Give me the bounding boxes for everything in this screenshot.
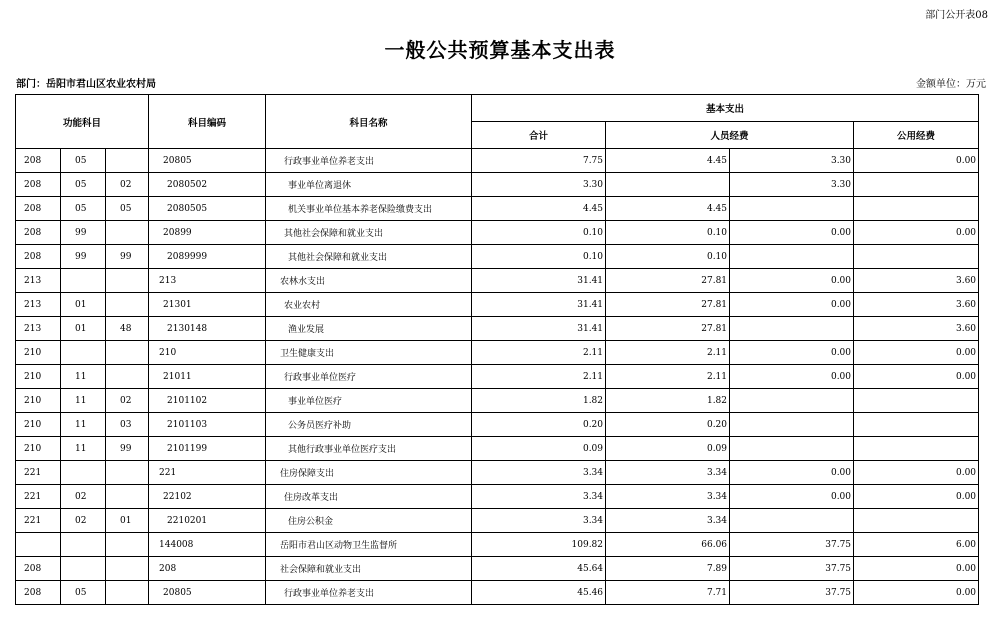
table-row [16,485,979,509]
cell-personnel: 4.45 [606,149,730,173]
cell-k1: 221 [16,509,61,533]
table-row [16,365,979,389]
cell-name: 卫生健康支出 [266,341,472,365]
cell-p2: 0.00 [730,365,854,389]
cell-code: 2101199 [149,437,266,461]
cell-p2: 37.75 [730,581,854,605]
cell-public: 0.00 [854,221,979,245]
cell-public [854,413,979,437]
cell-total: 1.82 [472,389,606,413]
cell-p2: 3.30 [730,173,854,197]
cell-name: 事业单位离退休 [266,173,472,197]
cell-k2: 11 [61,413,106,437]
cell-name: 机关事业单位基本养老保险缴费支出 [266,197,472,221]
cell-k3 [106,365,149,389]
cell-k1: 208 [16,221,61,245]
cell-code: 2080505 [149,197,266,221]
cell-public: 3.60 [854,269,979,293]
cell-k3 [106,485,149,509]
cell-p2 [730,509,854,533]
table-row [16,221,979,245]
cell-public: 0.00 [854,365,979,389]
cell-public [854,437,979,461]
cell-p2: 3.30 [730,149,854,173]
cell-total: 3.34 [472,509,606,533]
cell-name: 其他行政事业单位医疗支出 [266,437,472,461]
cell-k3: 99 [106,245,149,269]
cell-personnel: 0.20 [606,413,730,437]
cell-p2 [730,197,854,221]
cell-name: 其他社会保障和就业支出 [266,245,472,269]
cell-personnel: 4.45 [606,197,730,221]
cell-public [854,173,979,197]
table-row [16,317,979,341]
cell-code: 2101103 [149,413,266,437]
cell-k2: 01 [61,317,106,341]
table-row [16,149,979,173]
cell-total: 31.41 [472,317,606,341]
cell-k3 [106,293,149,317]
cell-k3: 02 [106,173,149,197]
cell-k3: 03 [106,413,149,437]
cell-personnel: 2.11 [606,365,730,389]
cell-name: 岳阳市君山区动物卫生监督所 [266,533,472,557]
cell-k2: 11 [61,437,106,461]
cell-public: 3.60 [854,293,979,317]
cell-total: 0.10 [472,245,606,269]
table-row [16,533,979,557]
cell-personnel: 27.81 [606,317,730,341]
cell-k3 [106,533,149,557]
cell-k3 [106,149,149,173]
cell-code: 20805 [149,149,266,173]
header-name: 科目名称 [266,95,472,149]
cell-p2 [730,317,854,341]
cell-k1: 213 [16,317,61,341]
table-row [16,197,979,221]
header-personnel: 人员经费 [606,122,854,149]
table-row [16,245,979,269]
table-row [16,389,979,413]
cell-name: 行政事业单位养老支出 [266,581,472,605]
cell-p2: 0.00 [730,461,854,485]
page-title: 一般公共预算基本支出表 [384,38,616,62]
cell-total: 3.34 [472,461,606,485]
cell-public: 0.00 [854,341,979,365]
cell-k3 [106,581,149,605]
cell-total: 7.75 [472,149,606,173]
cell-k1: 221 [16,485,61,509]
cell-total: 31.41 [472,293,606,317]
header-code: 科目编码 [149,95,266,149]
table-row [16,293,979,317]
cell-k2 [61,341,106,365]
cell-name: 住房公积金 [266,509,472,533]
cell-personnel: 3.34 [606,461,730,485]
cell-k1 [16,533,61,557]
cell-k2: 05 [61,173,106,197]
cell-p2 [730,389,854,413]
unit-label: 金额单位：万元 [916,79,986,90]
cell-k2 [61,461,106,485]
cell-k1: 208 [16,149,61,173]
cell-p2: 0.00 [730,293,854,317]
cell-k2 [61,557,106,581]
cell-name: 公务员医疗补助 [266,413,472,437]
cell-k3 [106,341,149,365]
table-row [16,173,979,197]
header-total: 合计 [472,122,606,149]
cell-k2: 11 [61,389,106,413]
cell-p2 [730,437,854,461]
cell-total: 45.46 [472,581,606,605]
header-func: 功能科目 [16,95,149,149]
table-row [16,437,979,461]
cell-public: 6.00 [854,533,979,557]
table-row [16,509,979,533]
cell-p2: 0.00 [730,485,854,509]
cell-code: 22102 [149,485,266,509]
table-row [16,557,979,581]
cell-total: 0.20 [472,413,606,437]
cell-k1: 208 [16,245,61,269]
cell-code: 21011 [149,365,266,389]
cell-k1: 221 [16,461,61,485]
cell-k3: 02 [106,389,149,413]
cell-k2 [61,269,106,293]
cell-personnel: 0.10 [606,245,730,269]
cell-code: 2089999 [149,245,266,269]
cell-name: 农业农村 [266,293,472,317]
cell-p2: 0.00 [730,341,854,365]
cell-personnel: 27.81 [606,293,730,317]
cell-code: 20899 [149,221,266,245]
cell-p2: 37.75 [730,557,854,581]
cell-code: 210 [149,341,266,365]
cell-k2: 05 [61,149,106,173]
cell-public [854,197,979,221]
cell-total: 45.64 [472,557,606,581]
cell-name: 其他社会保障和就业支出 [266,221,472,245]
cell-personnel: 7.71 [606,581,730,605]
cell-public [854,509,979,533]
cell-k1: 210 [16,365,61,389]
cell-code: 213 [149,269,266,293]
table-row [16,461,979,485]
cell-total: 3.34 [472,485,606,509]
cell-k3: 01 [106,509,149,533]
cell-p2 [730,413,854,437]
cell-k1: 208 [16,173,61,197]
header-public: 公用经费 [854,122,979,149]
cell-k1: 213 [16,293,61,317]
cell-k1: 213 [16,269,61,293]
cell-personnel: 7.89 [606,557,730,581]
cell-k1: 210 [16,413,61,437]
cell-code: 221 [149,461,266,485]
cell-name: 行政事业单位养老支出 [266,149,472,173]
cell-k3: 05 [106,197,149,221]
cell-k2: 99 [61,221,106,245]
cell-p2 [730,245,854,269]
cell-code: 2080502 [149,173,266,197]
cell-k2: 05 [61,581,106,605]
cell-personnel: 66.06 [606,533,730,557]
cell-public: 0.00 [854,581,979,605]
cell-k3 [106,269,149,293]
cell-total: 2.11 [472,341,606,365]
table-row [16,269,979,293]
form-number: 部门公开表08 [925,10,988,21]
cell-code: 2101102 [149,389,266,413]
cell-total: 3.30 [472,173,606,197]
cell-name: 住房改革支出 [266,485,472,509]
header-basic: 基本支出 [472,95,979,122]
cell-personnel: 1.82 [606,389,730,413]
cell-k3: 99 [106,437,149,461]
cell-public: 0.00 [854,461,979,485]
cell-code: 208 [149,557,266,581]
cell-p2: 0.00 [730,221,854,245]
cell-k2: 99 [61,245,106,269]
cell-total: 31.41 [472,269,606,293]
cell-k1: 208 [16,557,61,581]
cell-total: 2.11 [472,365,606,389]
budget-table [15,94,979,605]
department-label: 部门：岳阳市君山区农业农村局 [16,79,156,90]
cell-code: 2130148 [149,317,266,341]
cell-k3: 48 [106,317,149,341]
cell-k1: 208 [16,197,61,221]
cell-p2: 37.75 [730,533,854,557]
cell-personnel: 27.81 [606,269,730,293]
cell-name: 社会保障和就业支出 [266,557,472,581]
cell-code: 21301 [149,293,266,317]
cell-k1: 210 [16,389,61,413]
cell-name: 事业单位医疗 [266,389,472,413]
cell-personnel: 0.10 [606,221,730,245]
cell-code: 144008 [149,533,266,557]
cell-k2: 01 [61,293,106,317]
cell-k1: 210 [16,341,61,365]
cell-personnel: 3.34 [606,485,730,509]
cell-k1: 210 [16,437,61,461]
cell-k2: 02 [61,485,106,509]
cell-public [854,245,979,269]
cell-personnel [606,173,730,197]
cell-personnel: 0.09 [606,437,730,461]
cell-public: 0.00 [854,557,979,581]
table-row [16,413,979,437]
cell-public [854,389,979,413]
cell-public: 0.00 [854,485,979,509]
cell-name: 住房保障支出 [266,461,472,485]
cell-p2: 0.00 [730,269,854,293]
table-row [16,341,979,365]
cell-total: 4.45 [472,197,606,221]
cell-total: 0.09 [472,437,606,461]
cell-personnel: 2.11 [606,341,730,365]
cell-k3 [106,461,149,485]
cell-public: 0.00 [854,149,979,173]
cell-code: 2210201 [149,509,266,533]
cell-k3 [106,557,149,581]
cell-k1: 208 [16,581,61,605]
table-row [16,581,979,605]
cell-name: 渔业发展 [266,317,472,341]
cell-code: 20805 [149,581,266,605]
cell-total: 0.10 [472,221,606,245]
cell-k2: 11 [61,365,106,389]
cell-personnel: 3.34 [606,509,730,533]
cell-k2: 02 [61,509,106,533]
cell-name: 行政事业单位医疗 [266,365,472,389]
cell-k2: 05 [61,197,106,221]
cell-k2 [61,533,106,557]
cell-total: 109.82 [472,533,606,557]
cell-public: 3.60 [854,317,979,341]
cell-k3 [106,221,149,245]
cell-name: 农林水支出 [266,269,472,293]
